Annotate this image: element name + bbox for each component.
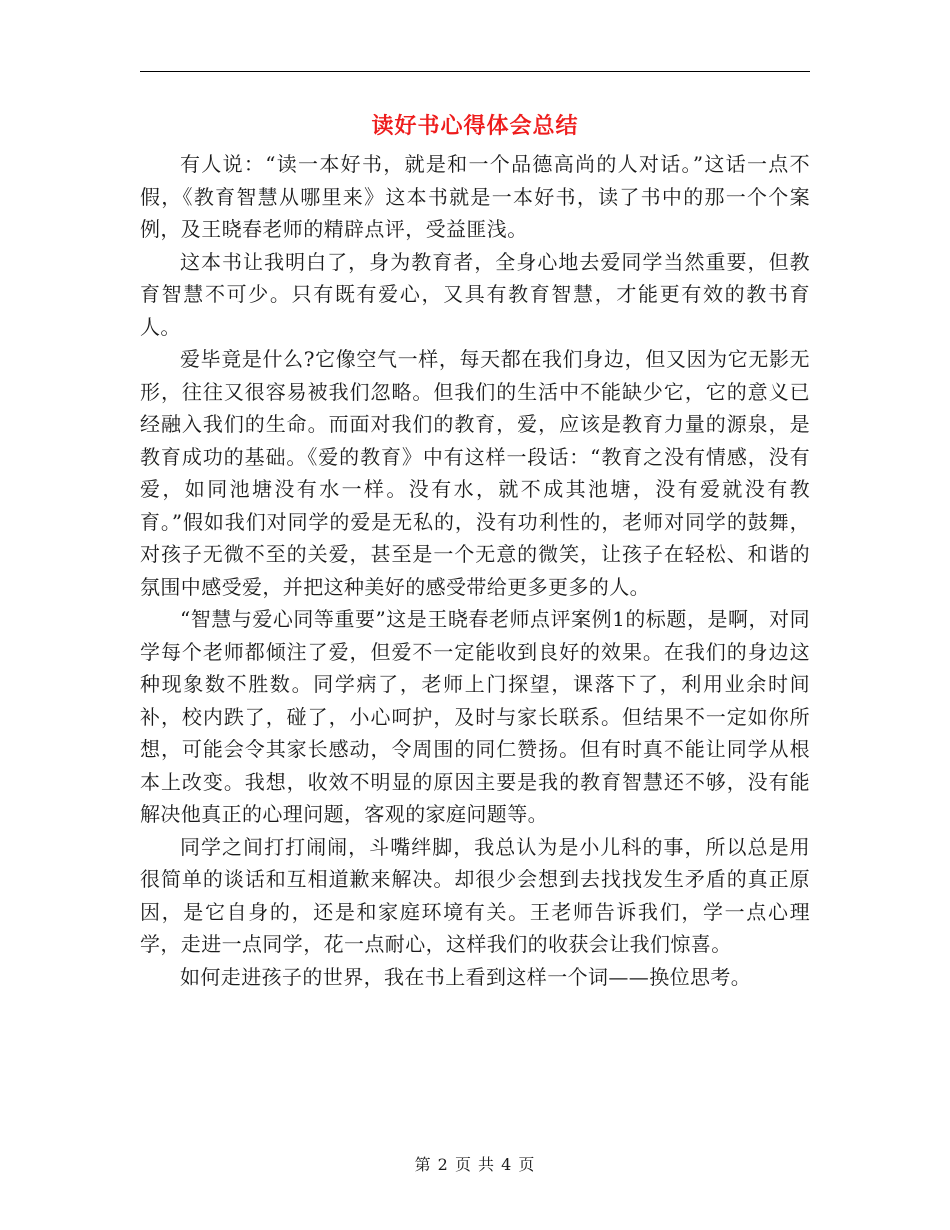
document-title: 读好书心得体会总结 <box>371 113 579 139</box>
paragraph-5: 同学之间打打闹闹，斗嘴绊脚，我总认为是小儿科的事，所以总是用很简单的谈话和互相道歉来解决。却很少会想到去找找发生矛盾的真正原因，是它自身的，还是和家庭环境有关。王老师告诉我们，学一点心理学，走进一点同学，花一点耐心，这样我们的收获会让我们惊喜。 <box>140 834 810 956</box>
header-rule <box>140 71 810 72</box>
paragraph-6: 如何走进孩子的世界，我在书上看到这样一个词——换位思考。 <box>180 964 752 989</box>
paragraph-3: 爱毕竟是什么?它像空气一样，每天都在我们身边，但又因为它无影无形，往往又很容易被我们忽略。但我们的生活中不能缺少它，它的意义已经融入我们的生命。而面对我们的教育，爱，应该是教育力量的源泉，是教育成功的基础。《爱的教育》中有这样一段话：“教育之没有情感，没有爱，如同池塘没有水一样。没有水，就不成其池塘，没有爱就没有教育。”假如我们对同学的爱是无私的，没有功利性的，老师对同学的鼓舞，对孩子无微不至的关爱，甚至是一个无意的微笑，让孩子在轻松、和谐的氛围中感受爱，并把这种美好的感受带给更多更多的人。 <box>140 347 810 599</box>
page-number: 第 2 页 共 4 页 <box>414 1155 536 1174</box>
paragraph-4: “智慧与爱心同等重要”这是王晓春老师点评案例1的标题，是啊，对同学每个老师都倾注了爱，但爱不一定能收到良好的效果。在我们的身边这种现象数不胜数。同学病了，老师上门探望，课落下了，利用业余时间补，校内跌了，碰了，小心呵护，及时与家长联系。但结果不一定如你所想，可能会令其家长感动，令周围的同仁赞扬。但有时真不能让同学从根本上改变。我想，收效不明显的原因主要是我的教育智慧还不够，没有能解决他真正的心理问题，客观的家庭问题等。 <box>140 607 810 826</box>
paragraph-1: 有人说：“读一本好书，就是和一个品德高尚的人对话。”这话一点不假，《教育智慧从哪里来》这本书就是一本好书，读了书中的那一个个案例，及王晓春老师的精辟点评，受益匪浅。 <box>140 152 810 241</box>
paragraph-2: 这本书让我明白了，身为教育者，全身心地去爱同学当然重要，但教育智慧不可少。只有既有爱心，又具有教育智慧，才能更有效的教书育人。 <box>140 249 810 339</box>
document-body <box>140 148 810 993</box>
